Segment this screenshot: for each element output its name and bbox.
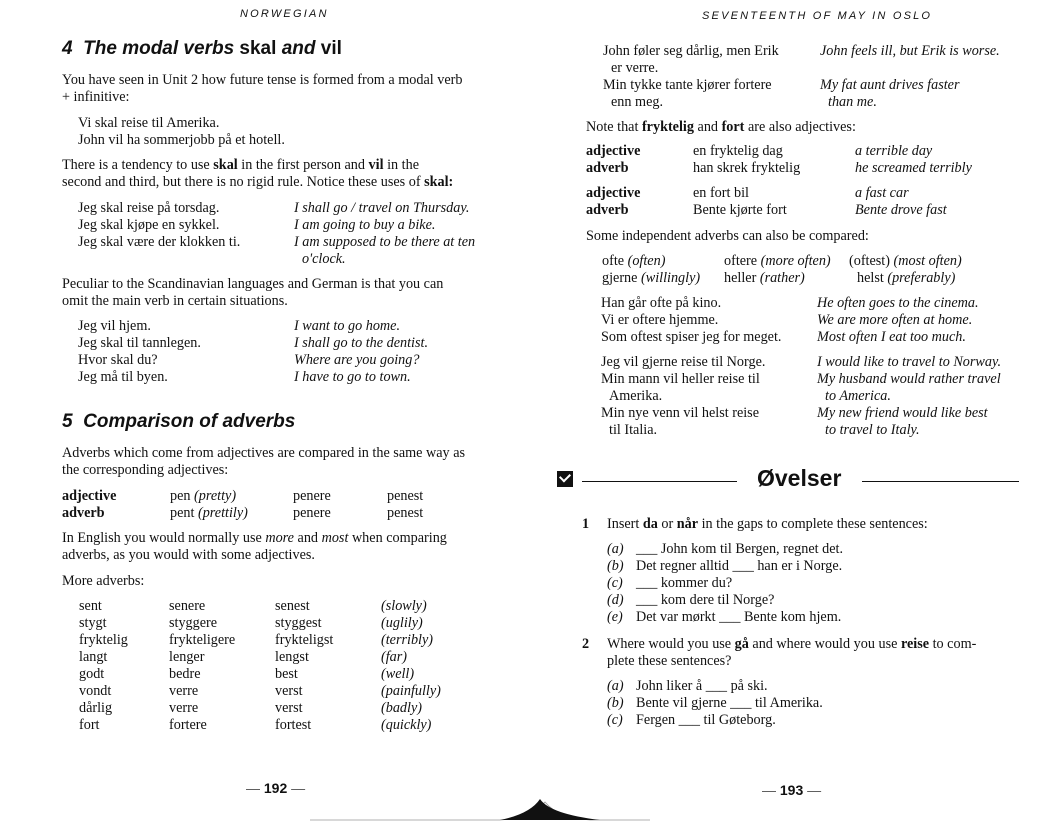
- example-no: Jeg vil gjerne reise til Norge.: [601, 354, 766, 370]
- example-en: I want to go home.: [294, 318, 401, 334]
- cell: a terrible day: [855, 143, 933, 159]
- cell: a fast car: [855, 185, 909, 201]
- paragraph-line: Some independent adverbs can also be compared:: [586, 228, 869, 244]
- table-cell: fryktelig: [79, 632, 128, 648]
- exercises-heading: Øvelser: [757, 465, 842, 491]
- item-label: (a): [607, 678, 624, 694]
- paragraph-line: Peculiar to the Scandinavian languages and German is that you can: [62, 276, 444, 292]
- running-head-left: NORWEGIAN: [240, 8, 329, 20]
- table-cell: senere: [169, 598, 206, 614]
- table-cell: (badly): [381, 700, 422, 716]
- table-cell: fortere: [169, 717, 207, 733]
- table-cell: frykteligere: [169, 632, 236, 648]
- example-no: Jeg skal reise på torsdag.: [78, 200, 220, 216]
- divider-right: [862, 481, 1019, 482]
- example-en: Most often I eat too much.: [817, 329, 966, 345]
- paragraph-line: In English you would normally use more and most when comparing: [62, 530, 447, 546]
- paragraph-line: second and third, but there is no rigid rule. Notice these uses of skal:: [62, 174, 454, 190]
- table-cell: lenger: [169, 649, 205, 665]
- table-cell: langt: [79, 649, 108, 665]
- paragraph-line: Note that fryktelig and fort are also adjectives:: [586, 119, 856, 135]
- example-no: Som oftest spiser jeg for meget.: [601, 329, 782, 345]
- exercise-number: 2: [582, 636, 590, 652]
- exercise-item: John liker å ___ på ski.: [636, 678, 768, 694]
- example-en: I shall go to the dentist.: [294, 335, 428, 351]
- exercise-item: Det regner alltid ___ han er i Norge.: [636, 558, 843, 574]
- cell: (oftest) (most often): [849, 253, 962, 269]
- table-cell: verst: [275, 700, 303, 716]
- item-label: (d): [607, 592, 624, 608]
- example-no: Amerika.: [609, 388, 663, 404]
- example-no: til Italia.: [609, 422, 658, 438]
- example-en: to America.: [825, 388, 891, 404]
- example-sentence: John vil ha sommerjobb på et hotell.: [78, 132, 285, 148]
- example-no: Jeg skal kjøpe en sykkel.: [78, 217, 220, 233]
- example-en: My new friend would like best: [817, 405, 988, 421]
- item-label: (c): [607, 575, 623, 591]
- cell: penest: [387, 488, 424, 504]
- cell: helst (preferably): [857, 270, 956, 286]
- divider-left: [582, 481, 737, 482]
- cell: pent (prettily): [170, 505, 248, 521]
- paragraph-line: + infinitive:: [62, 89, 130, 105]
- cell: he screamed terribly: [855, 160, 972, 176]
- item-label: (b): [607, 558, 624, 574]
- item-label: (b): [607, 695, 624, 711]
- right-page: [526, 0, 1052, 822]
- example-en: We are more often at home.: [817, 312, 973, 328]
- example-en: I would like to travel to Norway.: [817, 354, 1002, 370]
- table-cell: lengst: [275, 649, 309, 665]
- paragraph-line: the corresponding adjectives:: [62, 462, 229, 478]
- paragraph-line: adverbs, as you would with some adjectives.: [62, 547, 315, 563]
- cell: ofte (often): [602, 253, 666, 269]
- example-en: My husband would rather travel: [817, 371, 1001, 387]
- paragraph-line: Adverbs which come from adjectives are compared in the same way as: [62, 445, 466, 461]
- paragraph-line: omit the main verb in certain situations.: [62, 293, 288, 309]
- example-en: I have to go to town.: [294, 369, 411, 385]
- table-cell: dårlig: [79, 700, 113, 716]
- paragraph-line: There is a tendency to use skal in the first person and vil in the: [62, 157, 419, 173]
- exercise-item: ___ John kom til Bergen, regnet det.: [636, 541, 844, 557]
- example-en: My fat aunt drives faster: [820, 77, 960, 93]
- table-cell: godt: [79, 666, 105, 682]
- example-en: He often goes to the cinema.: [817, 295, 979, 311]
- example-no: Min mann vil heller reise til: [601, 371, 760, 387]
- example-no: Jeg må til byen.: [78, 369, 168, 385]
- table-cell: sent: [79, 598, 102, 614]
- cell: oftere (more often): [724, 253, 831, 269]
- table-cell: fort: [79, 717, 100, 733]
- cell: Bente drove fast: [855, 202, 947, 218]
- table-cell: fortest: [275, 717, 312, 733]
- table-cell: vondt: [79, 683, 112, 699]
- row-label: adverb: [62, 505, 105, 521]
- cell: gjerne (willingly): [602, 270, 701, 286]
- binding-shadow: [300, 796, 660, 822]
- table-cell: verre: [169, 683, 199, 699]
- example-en: I am going to buy a bike.: [294, 217, 436, 233]
- example-en: Where are you going?: [294, 352, 420, 368]
- exercise-instruction: Insert da or når in the gaps to complete these sentences:: [607, 516, 928, 532]
- row-label: adjective: [586, 185, 641, 201]
- exercise-instruction: plete these sentences?: [607, 653, 732, 669]
- table-cell: verre: [169, 700, 199, 716]
- exercise-item: ___ kom dere til Norge?: [636, 592, 775, 608]
- section-4-heading: 4 The modal verbs skal and vil: [62, 38, 342, 59]
- table-cell: senest: [275, 598, 310, 614]
- table-cell: frykteligst: [275, 632, 334, 648]
- item-label: (e): [607, 609, 623, 625]
- exercise-number: 1: [582, 516, 590, 532]
- table-cell: (well): [381, 666, 415, 682]
- cell: en fryktelig dag: [693, 143, 783, 159]
- example-no: Han går ofte på kino.: [601, 295, 722, 311]
- example-no: Hvor skal du?: [78, 352, 158, 368]
- example-no: Jeg skal være der klokken ti.: [78, 234, 241, 250]
- table-cell: (quickly): [381, 717, 432, 733]
- table-cell: (far): [381, 649, 408, 665]
- table-cell: styggest: [275, 615, 322, 631]
- paragraph-line: You have seen in Unit 2 how future tense is formed from a modal verb: [62, 72, 463, 88]
- page-number-left: — 192 —: [246, 780, 306, 796]
- cell: penere: [293, 488, 331, 504]
- example-sentence: Vi skal reise til Amerika.: [78, 115, 220, 131]
- table-cell: stygt: [79, 615, 107, 631]
- cell: en fort bil: [693, 185, 749, 201]
- running-head-right: SEVENTEENTH OF MAY IN OSLO: [702, 10, 933, 22]
- item-label: (a): [607, 541, 624, 557]
- exercise-item: Fergen ___ til Gøteborg.: [636, 712, 776, 728]
- cell: penere: [293, 505, 331, 521]
- table-cell: verst: [275, 683, 303, 699]
- example-en: I am supposed to be there at ten: [294, 234, 476, 250]
- row-label: adverb: [586, 160, 629, 176]
- example-no: John føler seg dårlig, men Erik: [603, 43, 779, 59]
- paragraph-line: More adverbs:: [62, 573, 145, 589]
- exercise-item: Bente vil gjerne ___ til Amerika.: [636, 695, 823, 711]
- example-no: Jeg skal til tannlegen.: [78, 335, 201, 351]
- table-cell: bedre: [169, 666, 201, 682]
- section-5-heading: 5 Comparison of adverbs: [62, 411, 296, 432]
- table-cell: (slowly): [381, 598, 427, 614]
- example-en: John feels ill, but Erik is worse.: [820, 43, 1000, 59]
- checkmark-icon: [557, 471, 573, 487]
- example-no: Min nye venn vil helst reise: [601, 405, 760, 421]
- cell: Bente kjørte fort: [693, 202, 787, 218]
- table-cell: best: [275, 666, 298, 682]
- table-cell: (uglily): [381, 615, 423, 631]
- row-label: adverb: [586, 202, 629, 218]
- example-no: enn meg.: [611, 94, 664, 110]
- example-en: than me.: [828, 94, 877, 110]
- cell: pen (pretty): [170, 488, 237, 504]
- example-no: Vi er oftere hjemme.: [601, 312, 719, 328]
- table-cell: (terribly): [381, 632, 434, 648]
- table-cell: styggere: [169, 615, 218, 631]
- exercise-item: ___ kommer du?: [636, 575, 733, 591]
- cell: heller (rather): [724, 270, 805, 286]
- row-label: adjective: [586, 143, 641, 159]
- example-no: Min tykke tante kjører fortere: [603, 77, 772, 93]
- table-cell: (painfully): [381, 683, 441, 699]
- cell: penest: [387, 505, 424, 521]
- example-en: to travel to Italy.: [825, 422, 920, 438]
- exercise-item: Det var mørkt ___ Bente kom hjem.: [636, 609, 842, 625]
- example-en: I shall go / travel on Thursday.: [294, 200, 470, 216]
- exercise-instruction: Where would you use gå and where would you use reise to com-: [607, 636, 977, 652]
- example-no: Jeg vil hjem.: [78, 318, 151, 334]
- cell: han skrek fryktelig: [693, 160, 801, 176]
- example-no: er verre.: [611, 60, 659, 76]
- item-label: (c): [607, 712, 623, 728]
- page-number-right: — 193 —: [762, 782, 822, 798]
- example-en: o'clock.: [302, 251, 346, 267]
- row-label: adjective: [62, 488, 117, 504]
